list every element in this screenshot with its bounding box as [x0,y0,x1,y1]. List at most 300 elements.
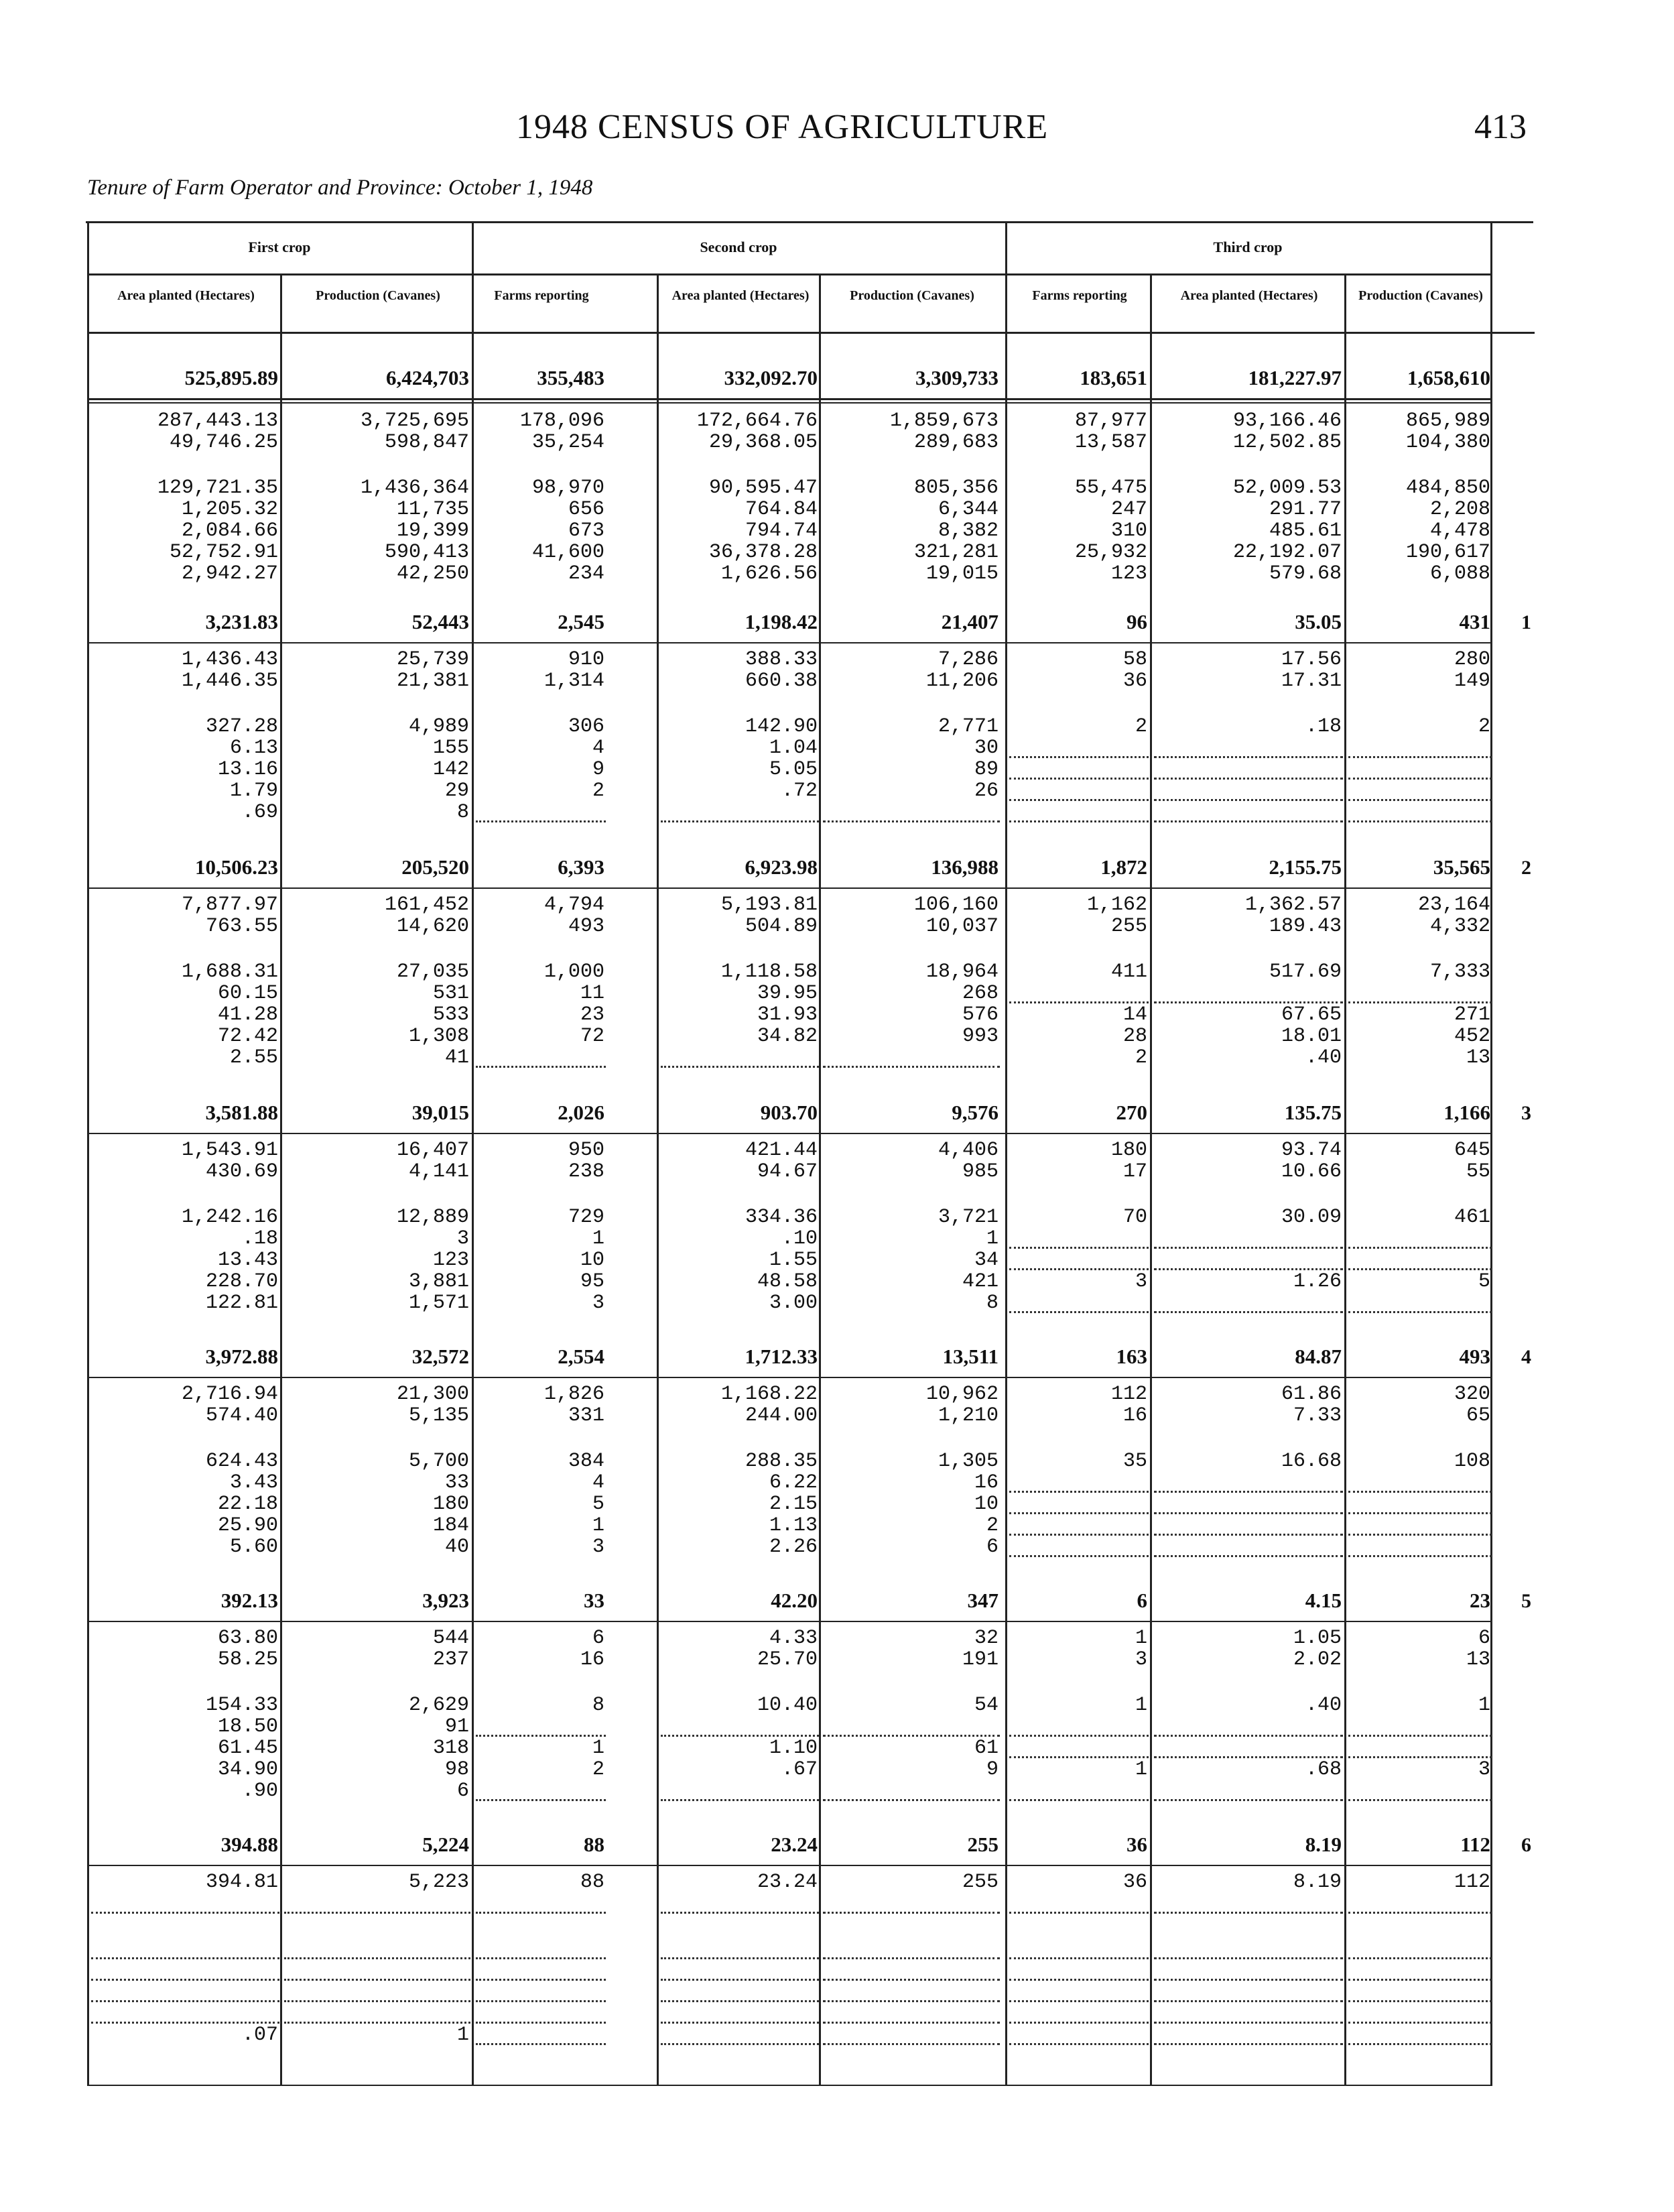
table-cell: 1,242.16 [181,1206,278,1229]
dotted-leader [1154,2022,1343,2024]
total-value: 88 [584,1833,604,1856]
total-value: 493 [1459,1345,1490,1368]
dotted-leader [91,2000,279,2002]
table-cell: 289,683 [913,431,999,454]
total-value: 1,712.33 [745,1345,818,1368]
dotted-leader [1009,1311,1149,1313]
table-cell: 8.19 [1293,1871,1342,1894]
province-rule [87,642,1490,643]
table-cell: 180 [432,1493,469,1516]
table-cell: 21,381 [396,670,469,692]
dotted-leader [661,2000,819,2002]
table-cell: 161,452 [384,894,469,916]
table-cell: 10 [974,1493,999,1516]
province-rule [87,1865,1490,1866]
total-value: 2,026 [558,1101,604,1124]
table-cell: .07 [241,2024,278,2046]
table-cell: 388.33 [745,648,818,671]
table-cell: 23,164 [1417,894,1490,916]
table-cell: 155 [432,737,469,759]
dotted-leader [1154,1311,1343,1313]
table-cell: 2.55 [229,1046,278,1069]
table-cell: 306 [568,715,604,738]
table-cell: 42,250 [396,562,469,585]
grand-total-rule [87,402,1490,404]
table-cell: 5,700 [408,1450,469,1473]
total-value: 392.13 [220,1589,278,1612]
table-cell: 16 [974,1471,999,1494]
dotted-leader [476,1912,606,1914]
province-rule [87,1133,1490,1134]
dotted-leader [1154,799,1343,801]
dotted-leader [1154,1735,1343,1737]
table-cell: 31.93 [757,1003,818,1026]
dotted-leader [1348,1512,1492,1514]
dotted-leader [1348,1311,1492,1313]
total-value: 394.88 [220,1833,278,1856]
table-cell: 98 [444,1758,469,1781]
dotted-leader [1154,2000,1343,2002]
table-cell: 106,160 [913,894,999,916]
table-cell: 321,281 [913,541,999,564]
province-number: 4 [1521,1346,1531,1368]
total-value: 136,988 [931,855,999,879]
table-cell: 35,254 [531,431,604,454]
total-value: 13,511 [942,1345,999,1368]
dotted-leader [1154,1247,1343,1249]
table-cell: 574.40 [205,1404,278,1427]
table-cell: 10,962 [925,1383,999,1406]
table-cell: 149 [1454,670,1490,692]
table-cell: 22,192.07 [1232,541,1342,564]
table-cell: 142.90 [745,715,818,738]
table-cell: .69 [241,801,278,824]
dotted-leader [1154,1957,1343,1959]
table-cell: 255 [1110,915,1147,938]
total-value: 355,483 [537,366,604,389]
table-cell: 1,205.32 [181,498,278,521]
table-cell: 1,436,364 [360,477,469,499]
table-cell: 18.50 [217,1715,278,1738]
total-value: 903.70 [760,1101,818,1124]
dotted-leader [476,820,606,822]
table-cell: 58.25 [217,1648,278,1671]
dotted-leader [823,1912,1000,1914]
column-header: Area planted (Hectares) [671,288,810,303]
total-value: 6,923.98 [745,855,818,879]
table-cell: 1,826 [543,1383,604,1406]
total-value: 3,309,733 [915,366,999,389]
table-cell: 25.70 [757,1648,818,1671]
dotted-leader [1009,1799,1149,1801]
table-cell: 1,000 [543,961,604,983]
table-cell: 394.81 [205,1871,278,1894]
table-cell: 33 [444,1471,469,1494]
total-value: 181,227.97 [1248,366,1342,389]
table-cell: 1,436.43 [181,648,278,671]
table-cell: 19,015 [925,562,999,585]
table-cell: 2.15 [769,1493,818,1516]
table-cell: 95 [580,1270,604,1293]
table-cell: 452 [1454,1025,1490,1048]
table-cell: 7,286 [938,648,999,671]
table-cell: 13.43 [217,1249,278,1272]
province-number: 2 [1521,857,1531,879]
column-header: Production (Cavanes) [850,288,974,303]
dotted-leader [1348,1735,1492,1737]
table-cell: 280 [1454,648,1490,671]
total-value: 1,658,610 [1407,366,1490,389]
table-cell: 8 [986,1292,999,1314]
dotted-leader [1154,1799,1343,1801]
table-cell: 3,721 [938,1206,999,1229]
table-cell: 34.82 [757,1025,818,1048]
table-cell: 430.69 [205,1160,278,1183]
table-cell: .18 [1305,715,1342,738]
table-cell: 6,344 [938,498,999,521]
dotted-leader [823,1799,1000,1801]
dotted-leader [1154,756,1343,758]
dotted-leader [1009,1512,1149,1514]
table-cell: 1,446.35 [181,670,278,692]
column-header: Production (Cavanes) [1358,288,1483,303]
table-cell: 55,475 [1074,477,1147,499]
table-cell: 4 [592,737,604,759]
table-cell: .72 [781,780,818,802]
dotted-leader [1348,1957,1492,1959]
table-cell: 10.40 [757,1694,818,1717]
dotted-leader [1009,1247,1149,1249]
table-cell: 8,382 [938,519,999,542]
table-cell: 1,314 [543,670,604,692]
table-cell: 1,626.56 [720,562,818,585]
table-cell: .10 [781,1227,818,1250]
dotted-leader [1009,799,1149,801]
table-cell: 88 [580,1871,604,1894]
table-cell: 90,595.47 [708,477,818,499]
total-value: 3,231.83 [205,610,278,633]
table-cell: 3,725,695 [360,410,469,432]
table-cell: 1,362.57 [1244,894,1342,916]
table-cell: 493 [568,915,604,938]
table-cell: 1.04 [769,737,818,759]
table-cell: 1 [1135,1694,1147,1717]
total-value: 1,166 [1443,1101,1490,1124]
total-value: 270 [1116,1101,1147,1124]
total-value: 23.24 [771,1833,818,1856]
table-cell: 36 [1122,670,1147,692]
table-cell: 55 [1466,1160,1490,1183]
dotted-leader [661,1979,819,1981]
table-cell: 6 [456,1780,469,1802]
table-cell: 129,721.35 [157,477,278,499]
column-header: Area planted (Hectares) [1180,288,1318,303]
total-value: 33 [584,1589,604,1612]
dotted-leader [284,2000,470,2002]
total-value: 3,923 [422,1589,469,1612]
table-cell: 660.38 [745,670,818,692]
table-cell: 54 [974,1694,999,1717]
table-cell: 238 [568,1160,604,1183]
dotted-leader [823,1066,1000,1068]
table-cell: 98,970 [531,477,604,499]
table-cell: 13 [1466,1046,1490,1069]
table-cell: 4,332 [1429,915,1490,938]
dotted-leader [661,2043,819,2045]
table-cell: 2.26 [769,1536,818,1558]
table-cell: 16,407 [396,1139,469,1162]
dotted-leader [1348,799,1492,801]
total-value: 112 [1460,1833,1490,1856]
total-value: 255 [967,1833,999,1856]
table-cell: 67.65 [1281,1003,1342,1026]
dotted-leader [1348,1491,1492,1493]
dotted-leader [1348,778,1492,780]
table-cell: 10,037 [925,915,999,938]
table-cell: 48.58 [757,1270,818,1293]
column-header: Farms reporting [1032,288,1127,303]
table-cell: 72 [580,1025,604,1048]
column-group-1: First crop [248,239,311,255]
table-cell: 763.55 [205,915,278,938]
table-cell: 91 [444,1715,469,1738]
table-cell: 13 [1466,1648,1490,1671]
table-cell: 531 [432,982,469,1005]
table-cell: 5 [592,1493,604,1516]
table-cell: 384 [568,1450,604,1473]
province-number: 6 [1521,1834,1531,1856]
table-cell: 1.26 [1293,1270,1342,1293]
total-value: 431 [1459,610,1490,633]
province-number: 1 [1521,611,1531,633]
table-cell: 1 [456,2024,469,2046]
dotted-leader [1348,1555,1492,1557]
table-cell: 94.67 [757,1160,818,1183]
table-cell: 41 [444,1046,469,1069]
table-cell: 1 [1135,1627,1147,1650]
table-cell: 1 [592,1227,604,1250]
table-cell: 4,406 [938,1139,999,1162]
table-cell: 288.35 [745,1450,818,1473]
table-cell: 6,088 [1429,562,1490,585]
table-cell: 142 [432,758,469,781]
table-cell: 5,135 [408,1404,469,1427]
table-cell: 1,305 [938,1450,999,1473]
table-cell: 40 [444,1536,469,1558]
table-cell: 30 [974,737,999,759]
table-cell: 1.79 [229,780,278,802]
dotted-leader [284,1912,470,1914]
dotted-leader [1348,2022,1492,2024]
table-cell: 1 [592,1514,604,1537]
header-bottom-rule [87,332,1535,334]
page-title: 1948 CENSUS OF AGRICULTURE [516,108,1049,146]
table-cell: 244.00 [745,1404,818,1427]
dotted-leader [1009,2000,1149,2002]
dotted-leader [1348,1534,1492,1536]
table-cell: 7,333 [1429,961,1490,983]
dotted-leader [1348,1799,1492,1801]
table-cell: 247 [1110,498,1147,521]
province-rule [87,887,1490,889]
dotted-leader [476,2000,606,2002]
dotted-leader [1009,1912,1149,1914]
table-cell: 16 [580,1648,604,1671]
total-value: 6 [1137,1589,1147,1612]
table-cell: 1,168.22 [720,1383,818,1406]
dotted-leader [1009,1555,1149,1557]
table-cell: 598,847 [384,431,469,454]
table-cell: 178,096 [519,410,604,432]
table-cell: 93.74 [1281,1139,1342,1162]
table-cell: 237 [432,1648,469,1671]
dotted-leader [1348,1268,1492,1270]
table-cell: 1.55 [769,1249,818,1272]
table-cell: 985 [962,1160,999,1183]
dotted-leader [476,1957,606,1959]
dotted-leader [661,1957,819,1959]
dotted-leader [1009,820,1149,822]
total-value: 1,198.42 [745,610,818,633]
dotted-leader [476,1799,606,1801]
table-cell: 9 [986,1758,999,1781]
dotted-leader [1009,2043,1149,2045]
table-cell: 89 [974,758,999,781]
column-header: Production (Cavanes) [316,288,440,303]
table-cell: 7.33 [1293,1404,1342,1427]
dotted-leader [1348,756,1492,758]
total-value: 332,092.70 [724,366,818,389]
dotted-leader [1154,1555,1343,1557]
dotted-leader [661,1912,819,1914]
table-cell: 1.10 [769,1737,818,1760]
table-cell: 950 [568,1139,604,1162]
table-cell: 3 [1135,1270,1147,1293]
table-cell: 34 [974,1249,999,1272]
table-cell: 123 [432,1249,469,1272]
dotted-leader [823,2043,1000,2045]
table-cell: 25.90 [217,1514,278,1537]
dotted-leader [823,1957,1000,1959]
dotted-leader [1348,2000,1492,2002]
total-value: 6,393 [558,855,604,879]
province-number: 3 [1521,1102,1531,1124]
table-cell: 29 [444,780,469,802]
table-cell: 17.31 [1281,670,1342,692]
table-cell: 461 [1454,1206,1490,1229]
table-cell: 18,964 [925,961,999,983]
table-cell: 8 [456,801,469,824]
table-cell: 331 [568,1404,604,1427]
table-cell: 3 [456,1227,469,1250]
total-value: 39,015 [411,1101,469,1124]
table-cell: 287,443.13 [157,410,278,432]
table-cell: 25,739 [396,648,469,671]
table-cell: 1,571 [408,1292,469,1314]
table-cell: 72.42 [217,1025,278,1048]
table-cell: 271 [1454,1003,1490,1026]
table-cell: 2 [986,1514,999,1537]
table-cell: 61 [974,1737,999,1760]
dotted-leader [1009,756,1149,758]
total-value: 35.05 [1295,610,1342,633]
dotted-leader [1009,2022,1149,2024]
table-cell: 1.05 [1293,1627,1342,1650]
dotted-leader [1009,1957,1149,1959]
table-cell: 579.68 [1269,562,1342,585]
table-cell: 255 [962,1871,999,1894]
dotted-leader [1154,1912,1343,1914]
dotted-leader [823,820,1000,822]
table-cell: .68 [1305,1758,1342,1781]
table-cell: 1 [986,1227,999,1250]
table-cell: 16.68 [1281,1450,1342,1473]
table-cell: 18.01 [1281,1025,1342,1048]
dotted-leader [1348,1756,1492,1758]
table-cell: 70 [1122,1206,1147,1229]
grand-total-rule [87,398,1490,400]
dotted-leader [476,2022,606,2024]
table-cell: 6 [592,1627,604,1650]
total-value: 205,520 [401,855,469,879]
table-cell: 5,193.81 [720,894,818,916]
table-cell: 2 [592,1758,604,1781]
table-cell: 318 [432,1737,469,1760]
table-cell: 794.74 [745,519,818,542]
total-value: 32,572 [411,1345,469,1368]
dotted-leader [1154,1491,1343,1493]
dotted-leader [91,1912,279,1914]
total-value: 525,895.89 [184,366,278,389]
table-cell: 41,600 [531,541,604,564]
table-cell: 13.16 [217,758,278,781]
province-rule [87,1621,1490,1622]
column-header: Area planted (Hectares) [117,288,255,303]
table-cell: 154.33 [205,1694,278,1717]
dotted-leader [1348,1912,1492,1914]
dotted-leader [1154,1534,1343,1536]
dotted-leader [91,1979,279,1981]
table-cell: 26 [974,780,999,802]
table-cell: 190,617 [1405,541,1490,564]
table-cell: 104,380 [1405,431,1490,454]
table-cell: 17.56 [1281,648,1342,671]
table-cell: 5.60 [229,1536,278,1558]
table-cell: 39.95 [757,982,818,1005]
table-cell: 65 [1466,1404,1490,1427]
table-cell: 122.81 [205,1292,278,1314]
table-cell: .40 [1305,1694,1342,1717]
table-cell: 544 [432,1627,469,1650]
page-number: 413 [1474,108,1527,146]
column-header: Farms reporting [494,288,589,303]
table-cell: 49,746.25 [169,431,278,454]
table-cell: 12,502.85 [1232,431,1342,454]
table-cell: 22.18 [217,1493,278,1516]
dotted-leader [1154,2043,1343,2045]
table-cell: 334.36 [745,1206,818,1229]
table-cell: 123 [1110,562,1147,585]
table-cell: 2,208 [1429,498,1490,521]
table-cell: 1,162 [1086,894,1147,916]
dotted-leader [1348,820,1492,822]
table-cell: 3.00 [769,1292,818,1314]
table-cell: 184 [432,1514,469,1537]
table-cell: 4,794 [543,894,604,916]
table-cell: 2,716.94 [181,1383,278,1406]
table-cell: 12,889 [396,1206,469,1229]
table-cell: .90 [241,1780,278,1802]
